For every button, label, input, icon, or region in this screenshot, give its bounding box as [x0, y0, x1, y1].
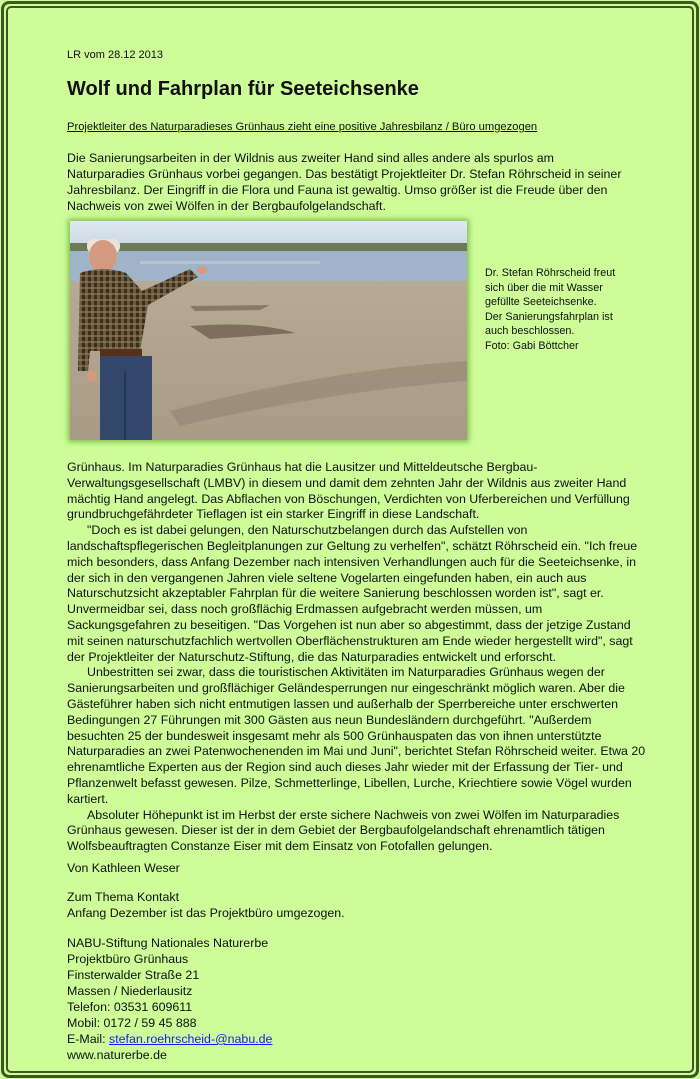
- photo-caption: [485, 266, 645, 354]
- caption-line: sich über die mit Wasser: [485, 281, 603, 294]
- subheadline: Projektleiter des Naturparadieses Grünhaus zieht eine positive Jahresbilanz / Büro umgezogen: [67, 121, 538, 133]
- topic-text: Anfang Dezember ist das Projektbüro umgezogen.: [67, 906, 345, 920]
- contact-org: NABU-Stiftung Nationales Naturerbe: [67, 936, 269, 950]
- headline: Wolf und Fahrplan für Seeteichsenke: [67, 78, 419, 100]
- contact-office: Projektbüro Grünhaus: [67, 952, 189, 966]
- body-paragraph: Grünhaus. Im Naturparadies Grünhaus hat die Lausitzer und Mitteldeutsche Bergbau-Verwaltungsgesellschaft (LMBV) in diesem und damit dem zehnten Jahr der Wildnis aus zweiter Hand mächtig Hand angelegt. Das Abflachen von Böschungen, Verdichten von Uferbereichen und Verfüllung grundbruchgefährdeter Tieflagen ist ein starker Eingriff in diese Landschaft.: [67, 460, 630, 522]
- photo-credit: Foto: Gabi Böttcher: [485, 339, 579, 352]
- caption-line: gefüllte Seeteichsenke.: [485, 296, 597, 309]
- body-paragraph: Absoluter Höhepunkt ist im Herbst der erste sichere Nachweis von zwei Wölfen im Naturparadies Grünhaus gewesen. Dieser ist der in dem Gebiet der Bergbaufolgelandschaft ehrenamtlich tätigen Wolfsbeauftragten Constanze Eiser mit dem Einsatz von Fotofallen gelungen.: [67, 807, 620, 854]
- caption-line: auch beschlossen.: [485, 325, 575, 338]
- caption-line: Der Sanierungsfahrplan ist: [485, 310, 613, 323]
- email-label: E-Mail:: [67, 1032, 109, 1046]
- contact-block: [67, 935, 272, 1063]
- byline: Von Kathleen Weser: [67, 861, 180, 875]
- contact-city: Massen / Niederlausitz: [67, 984, 193, 998]
- photo-illustration: [70, 221, 467, 440]
- contact-website: www.naturerbe.de: [67, 1048, 167, 1062]
- contact-email-row: [67, 1031, 272, 1047]
- contact-mobile: Mobil: 0172 / 59 45 888: [67, 1016, 197, 1030]
- topic-heading: Zum Thema Kontakt: [67, 890, 180, 904]
- topic-box: [67, 889, 345, 921]
- contact-street: Finsterwalder Straße 21: [67, 968, 200, 982]
- email-link[interactable]: stefan.roehrscheid-@nabu.de: [109, 1032, 273, 1046]
- body-paragraph: Unbestritten sei zwar, dass die touristischen Aktivitäten im Naturparadies Grünhaus wegen der Sanierungsarbeiten und großflächiger Geländesperrungen nur eingeschränkt möglich waren. Aber die Gästeführer haben sich nicht entmutigen lassen und außerhalb der Sperrbereiche unter erschwerten Bedingungen 27 Führungen mit 300 Gästen aus neun Bundesländern durchgeführt. "Außerdem besuchten 25 der bundesweit insgesamt mehr als 500 Grünhauspaten das von ihnen unterstützte Naturparadies an zwei Patenwochenenden im Mai und Juni", berichtet Stefan Röhrscheid weiter. Etwa 20 ehrenamtliche Experten aus der Region sind auch dieses Jahr wieder mit der Erfassung der Tier- und Pflanzenwelt befasst gewesen. Pilze, Schmetterlinge, Libellen, Lurche, Kriechtiere sowie Vögel wurden kartiert.: [67, 665, 646, 806]
- body-paragraph: "Doch es ist dabei gelungen, den Naturschutzbelangen durch das Aufstellen von landschaftspflegerischen Begleitplanungen zur Geltung zu verhelfen", schätzt Röhrscheid ein. "Ich freue mich besonders, dass Anfang Dezember nach intensiven Verhandlungen auch für die Seeteichsenke, in der sich in den vergangenen Jahren viele seltene Vogelarten eingefunden haben, ein auch aus Naturschutzsicht akzeptabler Fahrplan für die weitere Sanierung beschlossen worden ist", sagt er. Unvermeidbar sei, dass noch großflächig Erdmassen aufgebracht werden müssen, um Sackungsgefahren zu beseitigen. "Das Vorgehen ist nun aber so abgestimmt, dass der jetzige Zustand mit seinen naturschutzfachlich wertvollen Oberflächenstrukturen am Ende wieder hergestellt wird", sagt der Projektleiter der Naturschutz-Stiftung, die das Naturparadies entwickelt und erforscht.: [67, 523, 638, 664]
- dateline: LR vom 28.12 2013: [67, 49, 164, 61]
- contact-phone: Telefon: 03531 609611: [67, 1000, 193, 1014]
- article-photo: [70, 221, 467, 440]
- article-body: [67, 460, 647, 855]
- caption-line: Dr. Stefan Röhrscheid freut: [485, 267, 616, 279]
- lead-paragraph: Die Sanierungsarbeiten in der Wildnis aus zweiter Hand sind alles andere als spurlos am Naturparadies Grünhaus vorbei gegangen. Das bestätigt Projektleiter Dr. Stefan Röhrscheid in seiner Jahresbilanz. Der Eingriff in die Flora und Fauna ist gewaltig. Umso größer ist die Freude über den Nachweis von zwei Wölfen in der Bergbaufolgelandschaft.: [67, 151, 622, 213]
